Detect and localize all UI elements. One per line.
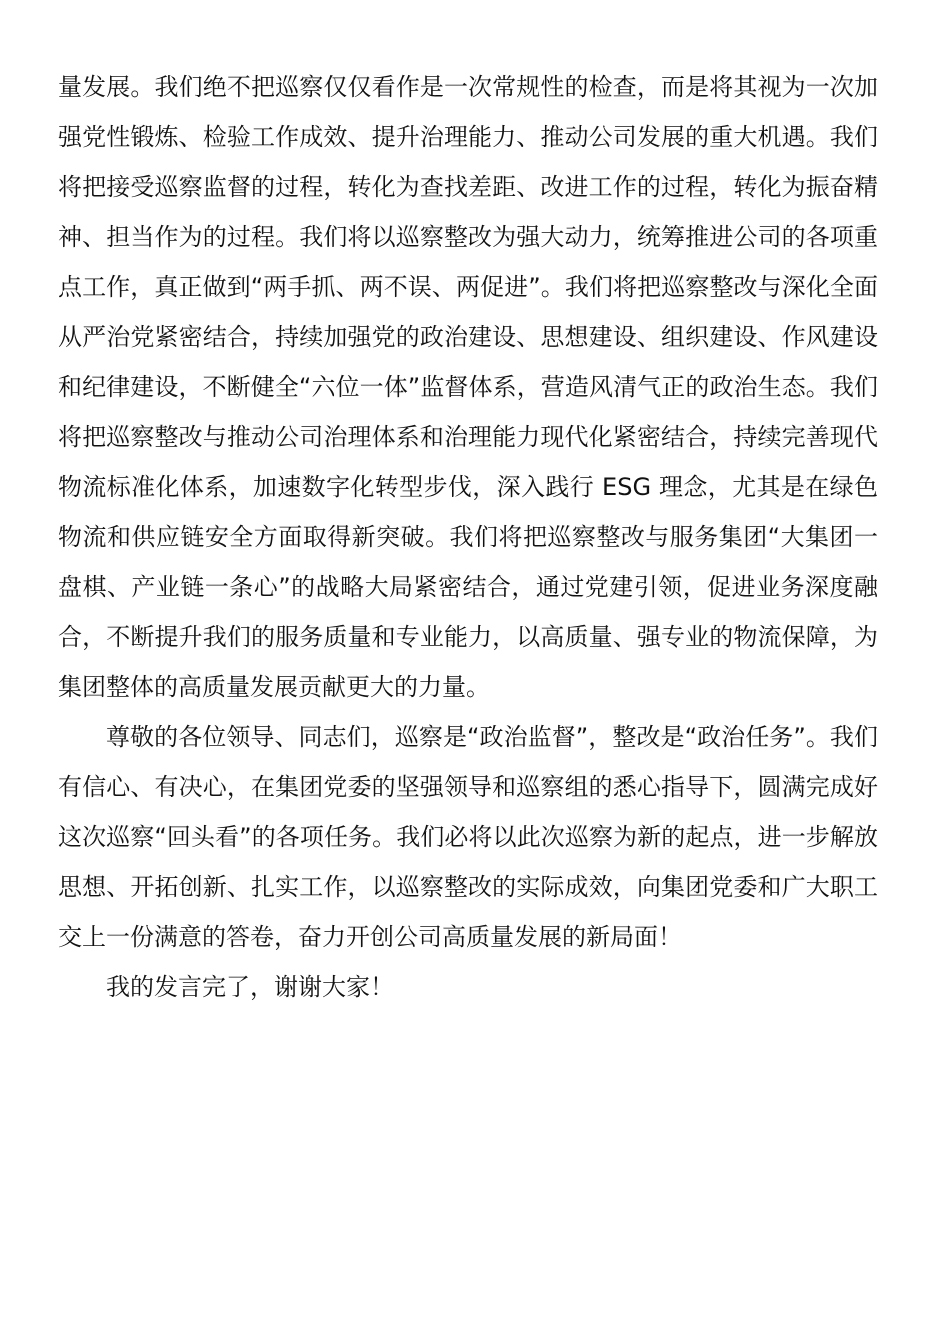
paragraph-continuation: 量发展。我们绝不把巡察仅仅看作是一次常规性的检查，而是将其视为一次加强党性锻炼、检验工作成效、提升治理能力、推动公司发展的重大机遇。我们将把接受巡察监督的过程，转化为查找差距、改进工作的过程，转化为振奋精神、担当作为的过程。我们将以巡察整改为强大动力，统筹推进公司的各项重点工作，真正做到“两手抓、两不误、两促进”。我们将把巡察整改与深化全面从严治党紧密结合，持续加强党的政治建设、思想建设、组织建设、作风建设和纪律建设，不断健全“六位一体”监督体系，营造风清气正的政治生态。我们将把巡察整改与推动公司治理体系和治理能力现代化紧密结合，持续完善现代物流标准化体系，加速数字化转型步伐，深入践行 ESG 理念，尤其是在绿色物流和供应链安全方面取得新突破。我们将把巡察整改与服务集团“大集团一盘棋、产业链一条心”的战略大局紧密结合，通过党建引领，促进业务深度融合，不断提升我们的服务质量和专业能力，以高质量、强专业的物流保障，为集团整体的高质量发展贡献更大的力量。 [58,73,878,701]
paragraph-inspection-commitment: 尊敬的各位领导、同志们，巡察是“政治监督”，整改是“政治任务”。我们有信心、有决心，在集团党委的坚强领导和巡察组的悉心指导下，圆满完成好这次巡察“回头看”的各项任务。我们必将以此次巡察为新的起点，进一步解放思想、开拓创新、扎实工作，以巡察整改的实际成效，向集团党委和广大职工交上一份满意的答卷，奋力开创公司高质量发展的新局面！ [58,723,878,951]
closing-remark: 我的发言完了，谢谢大家！ [106,973,394,1001]
document-body [58,62,878,1012]
